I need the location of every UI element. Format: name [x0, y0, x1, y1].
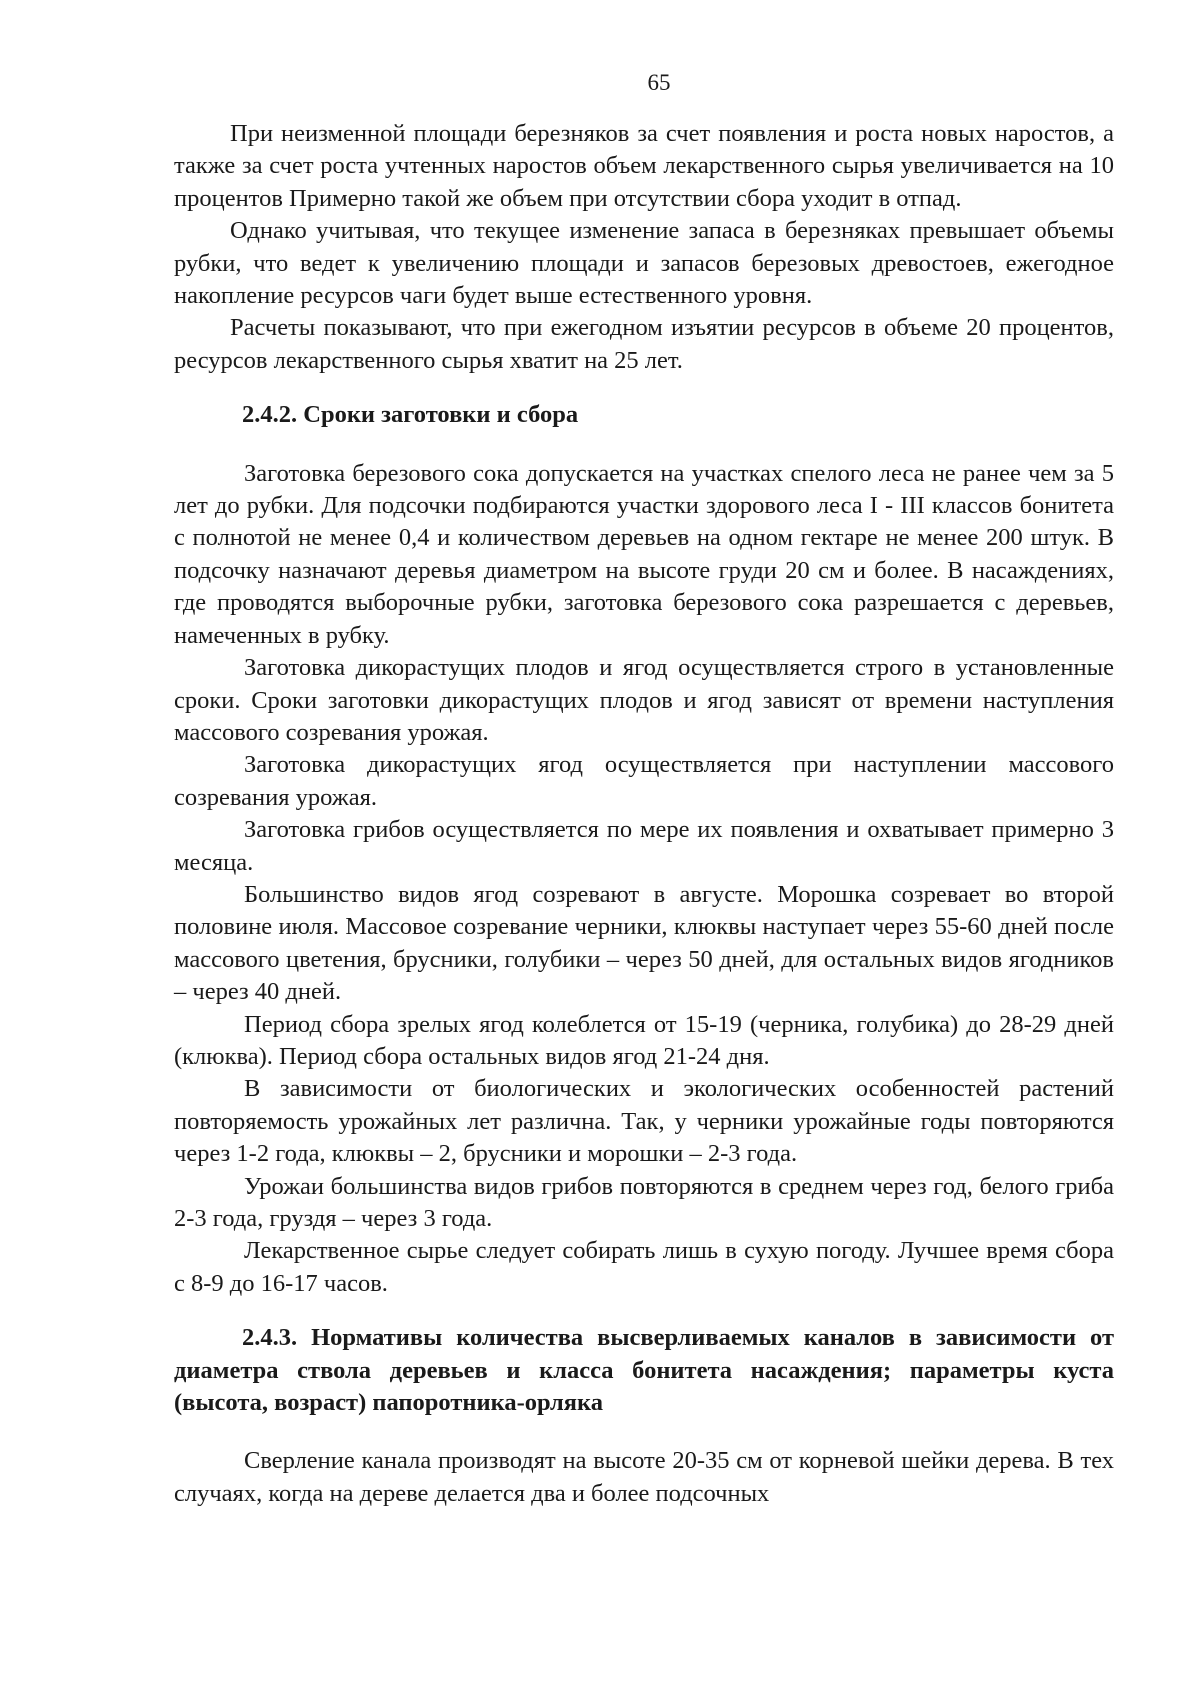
- paragraph: Период сбора зрелых ягод колеблется от 15-19 (черника, голубика) до 28-29 дней (клюква). Период сбора остальных видов ягод 21-24 дня.: [174, 1010, 1114, 1070]
- paragraph: Однако учитывая, что текущее изменение запаса в березняках превышает объемы рубки, что ведет к увеличению площади и запасов березовых древостоев, ежегодное накопление ресурсов чаги будет выше естественного уровня.: [174, 217, 1114, 310]
- paragraph: Заготовка березового сока допускается на участках спелого леса не ранее чем за 5 лет до рубки. Для подсочки подбираются участки здорового леса I - III классов бонитета с полнотой не менее 0,4 и количеством деревьев на одном гектаре не менее 200 штук. В подсочку назначают деревья диаметром на высоте груди 20 см и более. В насаждениях, где проводятся выборочные рубки, заготовка березового сока разрешается с деревьев, намеченных в рубку.: [174, 459, 1114, 649]
- paragraph: При неизменной площади березняков за счет появления и роста новых наростов, а также за счет роста учтенных наростов объем лекарственного сырья увеличивается на 10 процентов Примерно такой же объем при отсутствии сбора уходит в отпад.: [174, 120, 1114, 212]
- paragraph: Большинство видов ягод созревают в августе. Морошка созревает во второй половине июля. Массовое созревание черники, клюквы наступает через 55-60 дней после массового цветения, брусники, голубики – через 50 дней, для остальных видов ягодников – через 40 дней.: [174, 880, 1114, 1006]
- paragraph: Лекарственное сырье следует собирать лишь в сухую погоду. Лучшее время сбора с 8-9 до 16-17 часов.: [174, 1237, 1114, 1297]
- paragraph: В зависимости от биологических и экологических особенностей растений повторяемость урожайных лет различна. Так, у черники урожайные годы повторяются через 1-2 года, клюквы – 2, брусники и морошки – 2-3 года.: [174, 1075, 1114, 1168]
- paragraph: Расчеты показывают, что при ежегодном изъятии ресурсов в объеме 20 процентов, ресурсов лекарственного сырья хватит на 25 лет.: [174, 314, 1114, 374]
- paragraph: Заготовка дикорастущих ягод осуществляется при наступлении массового созревания урожая.: [174, 751, 1114, 811]
- paragraph: Заготовка дикорастущих плодов и ягод осуществляется строго в установленные сроки. Сроки заготовки дикорастущих плодов и ягод зависят от времени наступления массового созревания урожая.: [174, 654, 1114, 746]
- paragraph: Заготовка грибов осуществляется по мере их появления и охватывает примерно 3 месяца.: [174, 816, 1114, 876]
- section-heading-2-4-3: 2.4.3. Нормативы количества высверливаемых каналов в зависимости от диаметра ствола деревьев и класса бонитета насаждения; параметры куста (высота, возраст) папоротника-орляка: [174, 1324, 1114, 1417]
- page-number: 65: [647, 70, 671, 95]
- paragraph: Сверление канала производят на высоте 20-35 см от корневой шейки дерева. В тех случаях, когда на дереве делается два и более подсочных: [174, 1447, 1114, 1507]
- section-heading-2-4-2: 2.4.2. Сроки заготовки и сбора: [242, 401, 579, 429]
- paragraph: Урожаи большинства видов грибов повторяются в среднем через год, белого гриба 2-3 года, груздя – через 3 года.: [174, 1172, 1114, 1232]
